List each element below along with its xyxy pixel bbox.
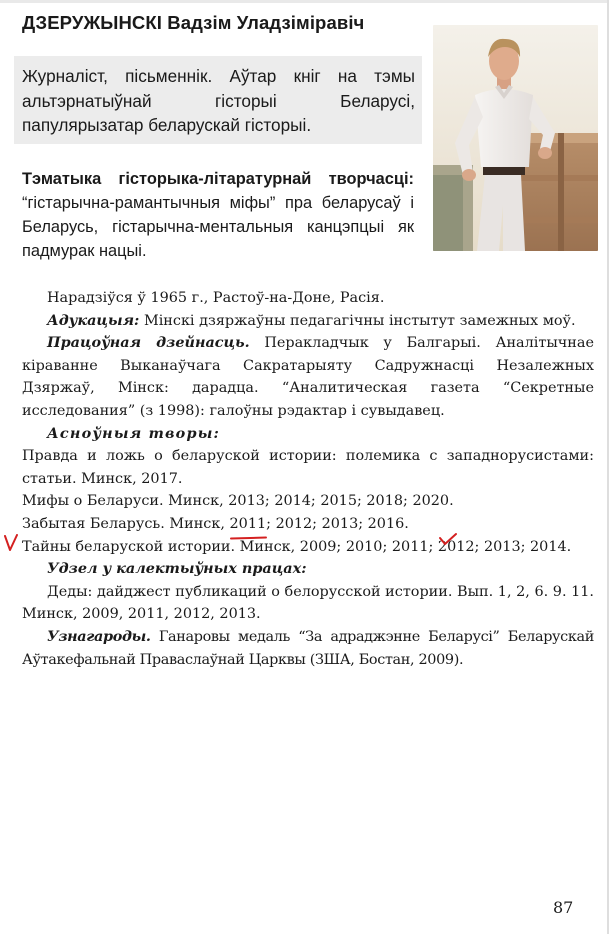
page-number: 87 [553,898,574,917]
portrait-photo [433,25,598,251]
summary-text: Журналіст, пісьменнік. Аўтар кніг на тэмы альтэрнатыўнай гісторыі Беларусі, папулярызатар беларускай гісторыі. [22,66,415,135]
collective-text: Деды: дайджест публикаций о белорусской истории. Вып. 1, 2, 6. 9. 11. Минск, 2009, 2011, 2012, 2013. [22,583,594,623]
work-label: Працоўная дзейнасць. [47,334,250,352]
birth-line: Нарадзіўся ў 1965 г., Растоў-на-Доне, Расія. [47,290,385,306]
red-checkmark-icon [439,532,457,546]
education-paragraph [22,310,594,333]
topics-text: “гістарычна-рамантычныя міфы” пра беларусаў і Беларусь, гістарычна-ментальныя канцэпцыі як падмурак нацыі. [22,194,414,260]
works-heading: Асноўныя творы: [47,424,221,442]
works-item: Тайны беларуской истории. Минск, 2009; 2010; 2011; 2012; 2013; 2014. [22,538,572,555]
work-paragraph [22,332,594,422]
page-edge-top [0,0,609,3]
education-text: Мінскі дзяржаўны педагагічны інстытут замежных моў. [143,312,576,329]
topics-label: Тэматыка гісторыка-літаратурнай творчасці: [22,170,414,188]
works-item-suffix: ; 2012; 2013; 2016. [266,515,409,532]
person-name-title: ДЗЕРУЖЫНСКІ Вадзім Уладзіміравіч [22,12,365,33]
underlined-year: 2011 [230,513,267,536]
works-item-prefix: Забытая Беларусь. Минск, [22,515,230,532]
education-label: Адукацыя: [47,311,140,329]
awards-paragraph [22,626,594,671]
red-v-mark-icon [4,534,18,552]
works-item-highlighted [22,513,594,536]
biography-section [22,287,594,671]
awards-text: Ганаровы медаль “За адраджэнне Беларусі” Беларускай Аўтакефальнай Праваслаўнай Царквы (ЗША, Бостан, 2009). [22,628,594,668]
works-item: Мифы о Беларуси. Минск, 2013; 2014; 2015; 2018; 2020. [22,493,454,510]
collective-heading: Удзел у калектыўных працах: [47,560,307,578]
works-item: Правда и ложь о беларуской истории: полемика с западнорусистами: статьи. Минск, 2017. [22,448,594,487]
awards-label: Узнагароды. [47,627,151,645]
work-text: Перакладчык у Балгарыі. Аналітычнае кіраванне Выканаўчага Сакратарыяту Садружнасці Незалежных Дзяржаў, Мінск: дарадца. “Аналитическая газета “Секретные исследования” (з 1998): галоўны рэдактар і сувыдавец. [22,335,594,419]
topics-paragraph [22,167,414,263]
